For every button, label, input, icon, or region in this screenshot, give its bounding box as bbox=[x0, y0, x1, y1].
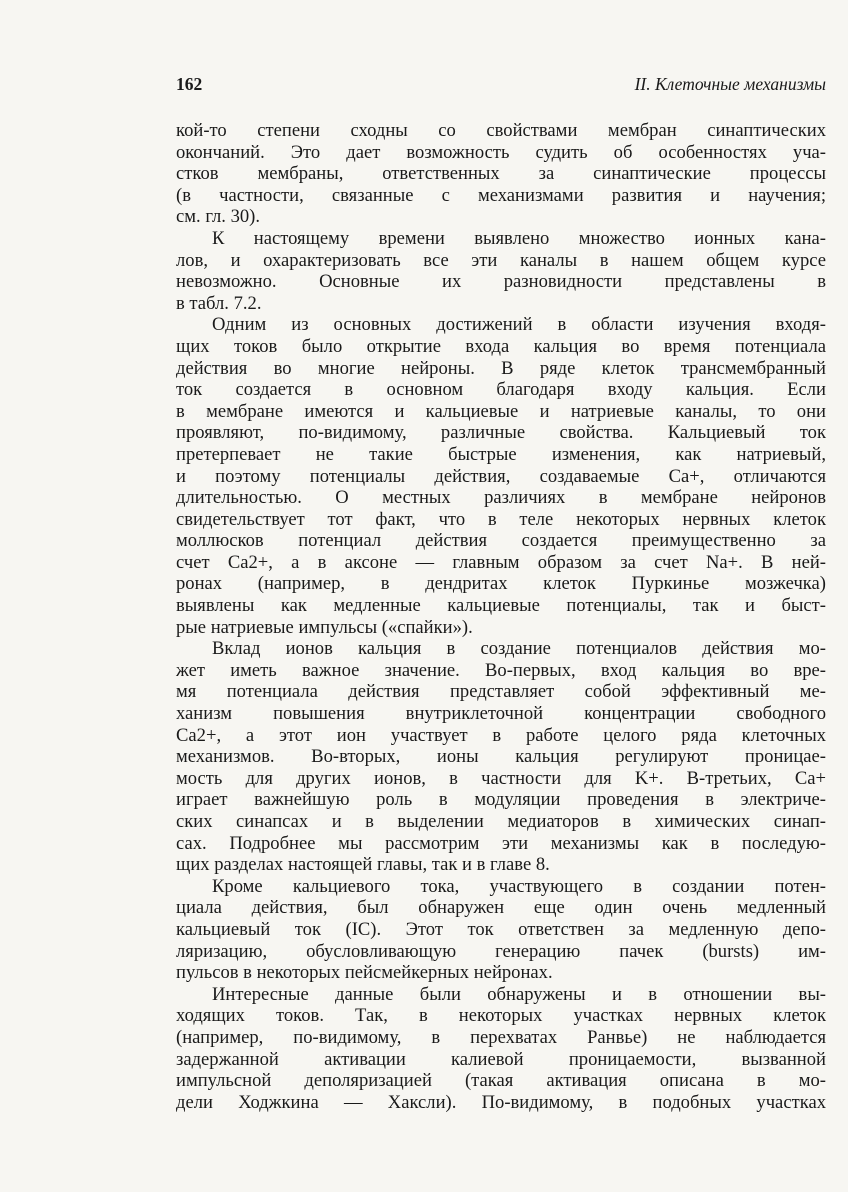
text-line: лов, и охарактеризовать все эти каналы в нашем общем курсе bbox=[176, 249, 826, 271]
text-line: рые натриевые импульсы («спайки»). bbox=[176, 616, 473, 638]
text-line: выявлены как медленные кальциевые потенциалы, так и быст- bbox=[176, 595, 826, 617]
paragraph bbox=[176, 638, 826, 876]
text-line: Одним из основных достижений в области изучения входя- bbox=[212, 314, 826, 336]
text-line: дели Ходжкина — Хаксли). По-видимому, в подобных участках bbox=[176, 1091, 826, 1113]
text-line: задержанной активации калиевой проницаемости, вызванной bbox=[176, 1048, 826, 1070]
paragraph bbox=[176, 984, 826, 1114]
text-line: жет иметь важное значение. Во-первых, вход кальция во вре- bbox=[176, 659, 826, 681]
text-line: Кроме кальциевого тока, участвующего в создании потен- bbox=[212, 875, 826, 897]
paragraph bbox=[176, 314, 826, 638]
text-line: Ca2+, а этот ион участвует в работе целого ряда клеточных bbox=[176, 724, 826, 746]
text-line: сах. Подробнее мы рассмотрим эти механизмы как в последую- bbox=[176, 832, 826, 854]
text-line: в мембране имеются и кальциевые и натриевые каналы, то они bbox=[176, 400, 826, 422]
text-line: моллюсков потенциал действия создается преимущественно за bbox=[176, 530, 826, 552]
text-line: играет важнейшую роль в модуляции проведения в электриче- bbox=[176, 789, 826, 811]
paragraph bbox=[176, 228, 826, 314]
text-line: мя потенциала действия представляет собой эффективный ме- bbox=[176, 681, 826, 703]
text-line: окончаний. Это дает возможность судить об особенностях уча- bbox=[176, 141, 826, 163]
page-number: 162 bbox=[176, 74, 203, 94]
text-line: претерпевает не такие быстрые изменения, как натриевый, bbox=[176, 443, 826, 465]
text-line: ских синапсах и в выделении медиаторов в химических синап- bbox=[176, 811, 826, 832]
text-line: кальциевый ток (IC). Этот ток ответствен за медленную депо- bbox=[176, 918, 826, 940]
text-line: импульсной деполяризацией (такая активация описана в мо- bbox=[176, 1070, 826, 1092]
text-line: кой-то степени сходны со свойствами мембран синаптических bbox=[176, 120, 826, 141]
text-line: Интересные данные были обнаружены и в отношении вы- bbox=[212, 983, 826, 1005]
running-title: II. Клеточные механизмы bbox=[634, 74, 826, 94]
text-line: ток создается в основном благодаря входу кальция. Если bbox=[176, 379, 826, 401]
text-line: ляризацию, обусловливающую генерацию пачек (bursts) им- bbox=[176, 940, 826, 962]
text-line: и поэтому потенциалы действия, создаваемые Ca+, отличаются bbox=[176, 465, 826, 487]
text-line: мость для других ионов, в частности для K+. В-третьих, Ca+ bbox=[176, 767, 826, 789]
text-line: щих токов было открытие входа кальция во время потенциала bbox=[176, 335, 826, 357]
text-line: невозможно. Основные их разновидности представлены в bbox=[176, 271, 826, 293]
text-line: пульсов в некоторых пейсмейкерных нейронах. bbox=[176, 962, 553, 984]
text-line: циала действия, был обнаружен еще один очень медленный bbox=[176, 897, 826, 919]
text-line: ронах (например, в дендритах клеток Пуркинье мозжечка) bbox=[176, 573, 826, 595]
paragraph bbox=[176, 120, 826, 228]
text-line: стков мембраны, ответственных за синаптические процессы bbox=[176, 163, 826, 185]
text-line: см. гл. 30). bbox=[176, 206, 261, 228]
text-line: длительностью. О местных различиях в мембране нейронов bbox=[176, 487, 826, 509]
text-line: щих разделах настоящей главы, так и в главе 8. bbox=[176, 854, 550, 876]
text-line: действия во многие нейроны. В ряде клеток трансмембранный bbox=[176, 357, 826, 379]
text-line: в табл. 7.2. bbox=[176, 292, 262, 314]
text-line: ханизм повышения внутриклеточной концентрации свободного bbox=[176, 703, 826, 725]
text-line: механизмов. Во-вторых, ионы кальция регулируют проницае- bbox=[176, 746, 826, 768]
text-line: (например, по-видимому, в перехватах Ранвье) не наблюдается bbox=[176, 1026, 826, 1048]
paragraph bbox=[176, 876, 826, 984]
text-line: ходящих токов. Так, в некоторых участках нервных клеток bbox=[176, 1005, 826, 1027]
text-line: счет Ca2+, а в аксоне — главным образом за счет Na+. В ней- bbox=[176, 551, 826, 573]
text-line: Вклад ионов кальция в создание потенциалов действия мо- bbox=[212, 638, 826, 660]
text-line: свидетельствует тот факт, что в теле некоторых нервных клеток bbox=[176, 508, 826, 530]
text-line: проявляют, по-видимому, различные свойства. Кальциевый ток bbox=[176, 422, 826, 444]
page-header bbox=[176, 74, 826, 102]
text-line: (в частности, связанные с механизмами развития и научения; bbox=[176, 184, 826, 206]
text-body bbox=[176, 120, 826, 1113]
text-line: К настоящему времени выявлено множество ионных кана- bbox=[212, 227, 826, 249]
